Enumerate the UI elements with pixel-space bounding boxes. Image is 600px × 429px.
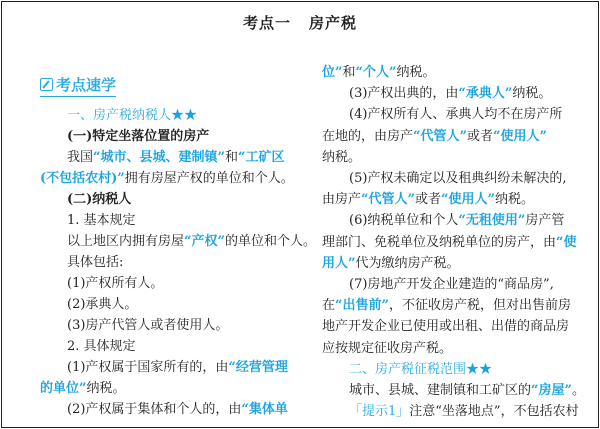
text-segment: (4)产权所有人、承典人均不在房产所 [349,107,563,123]
text-line [67,212,136,230]
text-segment: 由房产 [322,192,362,208]
highlighted-term: (不包括农村)” [40,171,125,186]
text-segment: 和 [224,150,238,165]
text-segment: 2. 具体规定 [67,339,136,354]
text-segment: (6)纳税单位和个人 [349,213,459,229]
text-line [349,170,567,188]
highlighted-term: 位” [322,65,343,80]
text-segment: 一、房产税纳税人 [67,108,172,123]
highlighted-term: “承典人” [458,86,513,102]
text-segment: 纳税。 [86,381,126,396]
text-line [67,128,209,146]
highlighted-term: “集体单 [241,402,288,417]
text-line [322,64,435,82]
text-segment: (2)承典人。 [67,297,138,312]
text-segment: 拥有房屋产权的单位和个人。 [124,171,294,186]
highlighted-term: “代管人” [361,192,415,208]
text-segment: (一)特定坐落位置的房产 [67,129,210,144]
text-line [67,296,137,314]
highlighted-term: “出售前” [335,298,389,314]
text-segment: 地产开发企业已使用或出租、出借的商品房 [322,319,570,335]
text-segment: 我国 [67,150,94,165]
text-line [349,403,579,421]
star-rating: ★★ [466,361,493,377]
text-segment: 纳税。 [396,65,436,80]
text-segment: 1. 基本规定 [67,213,136,228]
text-segment: (7)房地产开发企业建造的“商品房”, [349,277,554,292]
text-line [322,297,571,315]
text-segment: 城市、县城、建制镇和工矿区的 [349,383,532,398]
text-line [40,380,126,398]
text-line [349,85,551,103]
text-line [349,106,562,124]
text-line [349,382,585,400]
text-line [67,233,316,251]
highlighted-term: “产权” [184,234,225,249]
text-line [67,254,123,272]
highlighted-term: “工矿区 [238,150,285,165]
highlighted-term: 用人” [322,255,356,271]
text-line [67,401,288,419]
text-line [67,275,163,293]
text-line [349,276,554,294]
text-segment: (1)产权所有人。 [67,276,164,291]
text-segment: (二)纳税人 [67,192,132,207]
section-heading [40,74,116,97]
text-line [349,212,564,230]
text-segment: (5)产权未确定以及租典纠纷未解决的, [349,171,567,186]
text-line [67,359,288,377]
text-segment: 在地的，由房产 [322,128,414,144]
title-part-2: 房产税 [309,14,358,32]
text-segment: (3)产权出典的，由 [349,86,459,102]
text-segment: 纳税。 [494,192,534,208]
highlighted-term: “使用人” [441,192,495,208]
text-line [322,255,460,273]
title-part-1: 考点一 [242,14,291,32]
text-segment: 具体包括: [67,255,124,270]
text-segment: (3)房产代管人或者使用人。 [67,318,229,333]
highlighted-term: “经营管理 [228,360,288,375]
highlighted-term: “使用人” [493,128,547,144]
text-line [322,128,547,146]
text-line [322,149,361,167]
text-line [40,170,294,188]
text-line [67,317,228,335]
text-segment: 代为缴纳房产税。 [355,255,460,271]
highlighted-term: “代管人” [413,128,467,144]
text-segment: 二、房产税征税范围 [349,361,467,377]
section-heading-text: 考点速学 [56,76,117,94]
text-line [67,107,197,125]
text-segment: 和 [342,65,356,80]
text-segment: 。 [571,383,585,398]
text-line [322,318,569,336]
text-segment: 应按规定征收房产税。 [322,340,453,356]
text-line [67,338,136,356]
text-segment: (2)产权属于集体和个人的，由 [67,402,242,417]
text-line [67,149,284,167]
text-segment: 的单位和个人。 [224,234,316,249]
text-segment: 以上地区内拥有房屋 [67,234,185,249]
highlighted-term: “使 [556,234,577,250]
text-segment: 房产管 [525,213,565,229]
text-segment: 或者 [414,192,441,208]
text-line [322,340,452,358]
highlighted-term: “城市、县城、建制镇” [93,150,225,165]
text-segment: 「提示1」 [349,404,410,420]
page-title [0,12,600,33]
highlighted-term: 的单位” [40,381,87,396]
text-line [322,234,577,252]
text-segment: 纳税。 [512,86,552,102]
text-line [322,191,534,209]
text-segment: 或者 [466,128,493,144]
text-segment: ，不征收房产税，但对出售前房 [388,298,571,314]
text-line [349,361,492,379]
text-line [67,191,131,209]
star-rating: ★★ [171,108,198,123]
text-segment: (1)产权属于国家所有的，由 [67,360,229,375]
text-segment: 在 [322,298,336,314]
text-segment: 理部门、免税单位及纳税单位的房产，由 [322,234,557,250]
note-pen-icon [40,78,53,91]
text-segment: 纳税。 [322,149,362,165]
highlighted-term: “个人” [355,65,397,80]
text-segment: 注意“坐落地点”，不包括农村 [409,404,579,420]
highlighted-term: “无租使用” [458,213,526,229]
highlighted-term: “房屋” [531,383,572,398]
